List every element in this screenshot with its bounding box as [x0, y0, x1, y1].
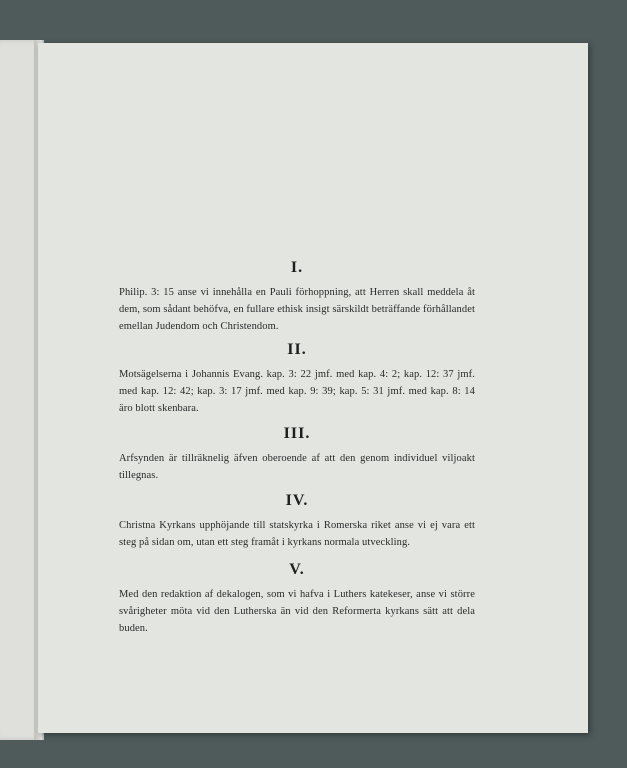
section-text: Christna Kyrkans upphöjande till statskyrka i Romerska riket anse vi ej vara ett steg på sidan om, utan ett steg framåt i kyrkans normala utveckling.	[119, 520, 475, 548]
section-text: Med den redaktion af dekalogen, som vi hafva i Luthers katekeser, anse vi större svårigheter möta vid den Lutherska än vid den Reformerta kyrkans sätt att dela buden.	[119, 589, 475, 634]
thesis-section-4	[119, 491, 475, 551]
section-numeral: II.	[287, 341, 307, 358]
section-text: Motsägelserna i Johannis Evang. kap. 3: 22 jmf. med kap. 4: 2; kap. 12: 37 jmf. med kap. 12: 42; kap. 3: 17 jmf. med kap. 9: 39; kap. 5: 31 jmf. med kap. 8: 14 äro blott skenbara.	[119, 369, 475, 414]
section-text: Philip. 3: 15 anse vi innehålla en Pauli förhoppning, att Herren skall meddela åt dem, som sådant behöfva, en fullare ethisk insigt särskildt beträffande förhållandet emellan Judendom och Christendom.	[119, 287, 475, 332]
section-numeral: V.	[289, 561, 305, 578]
thesis-section-5	[119, 560, 475, 637]
section-text: Arfsynden är tillräknelig äfven oberoende af att den genom individuel viljoakt tillegnas.	[119, 453, 475, 481]
thesis-section-3	[119, 424, 475, 484]
show-through-bleed	[278, 125, 281, 140]
section-numeral: IV.	[285, 492, 309, 509]
section-numeral: I.	[290, 259, 304, 276]
section-numeral: III.	[283, 425, 311, 442]
thesis-section-2	[119, 340, 475, 417]
thesis-section-1	[119, 258, 475, 335]
